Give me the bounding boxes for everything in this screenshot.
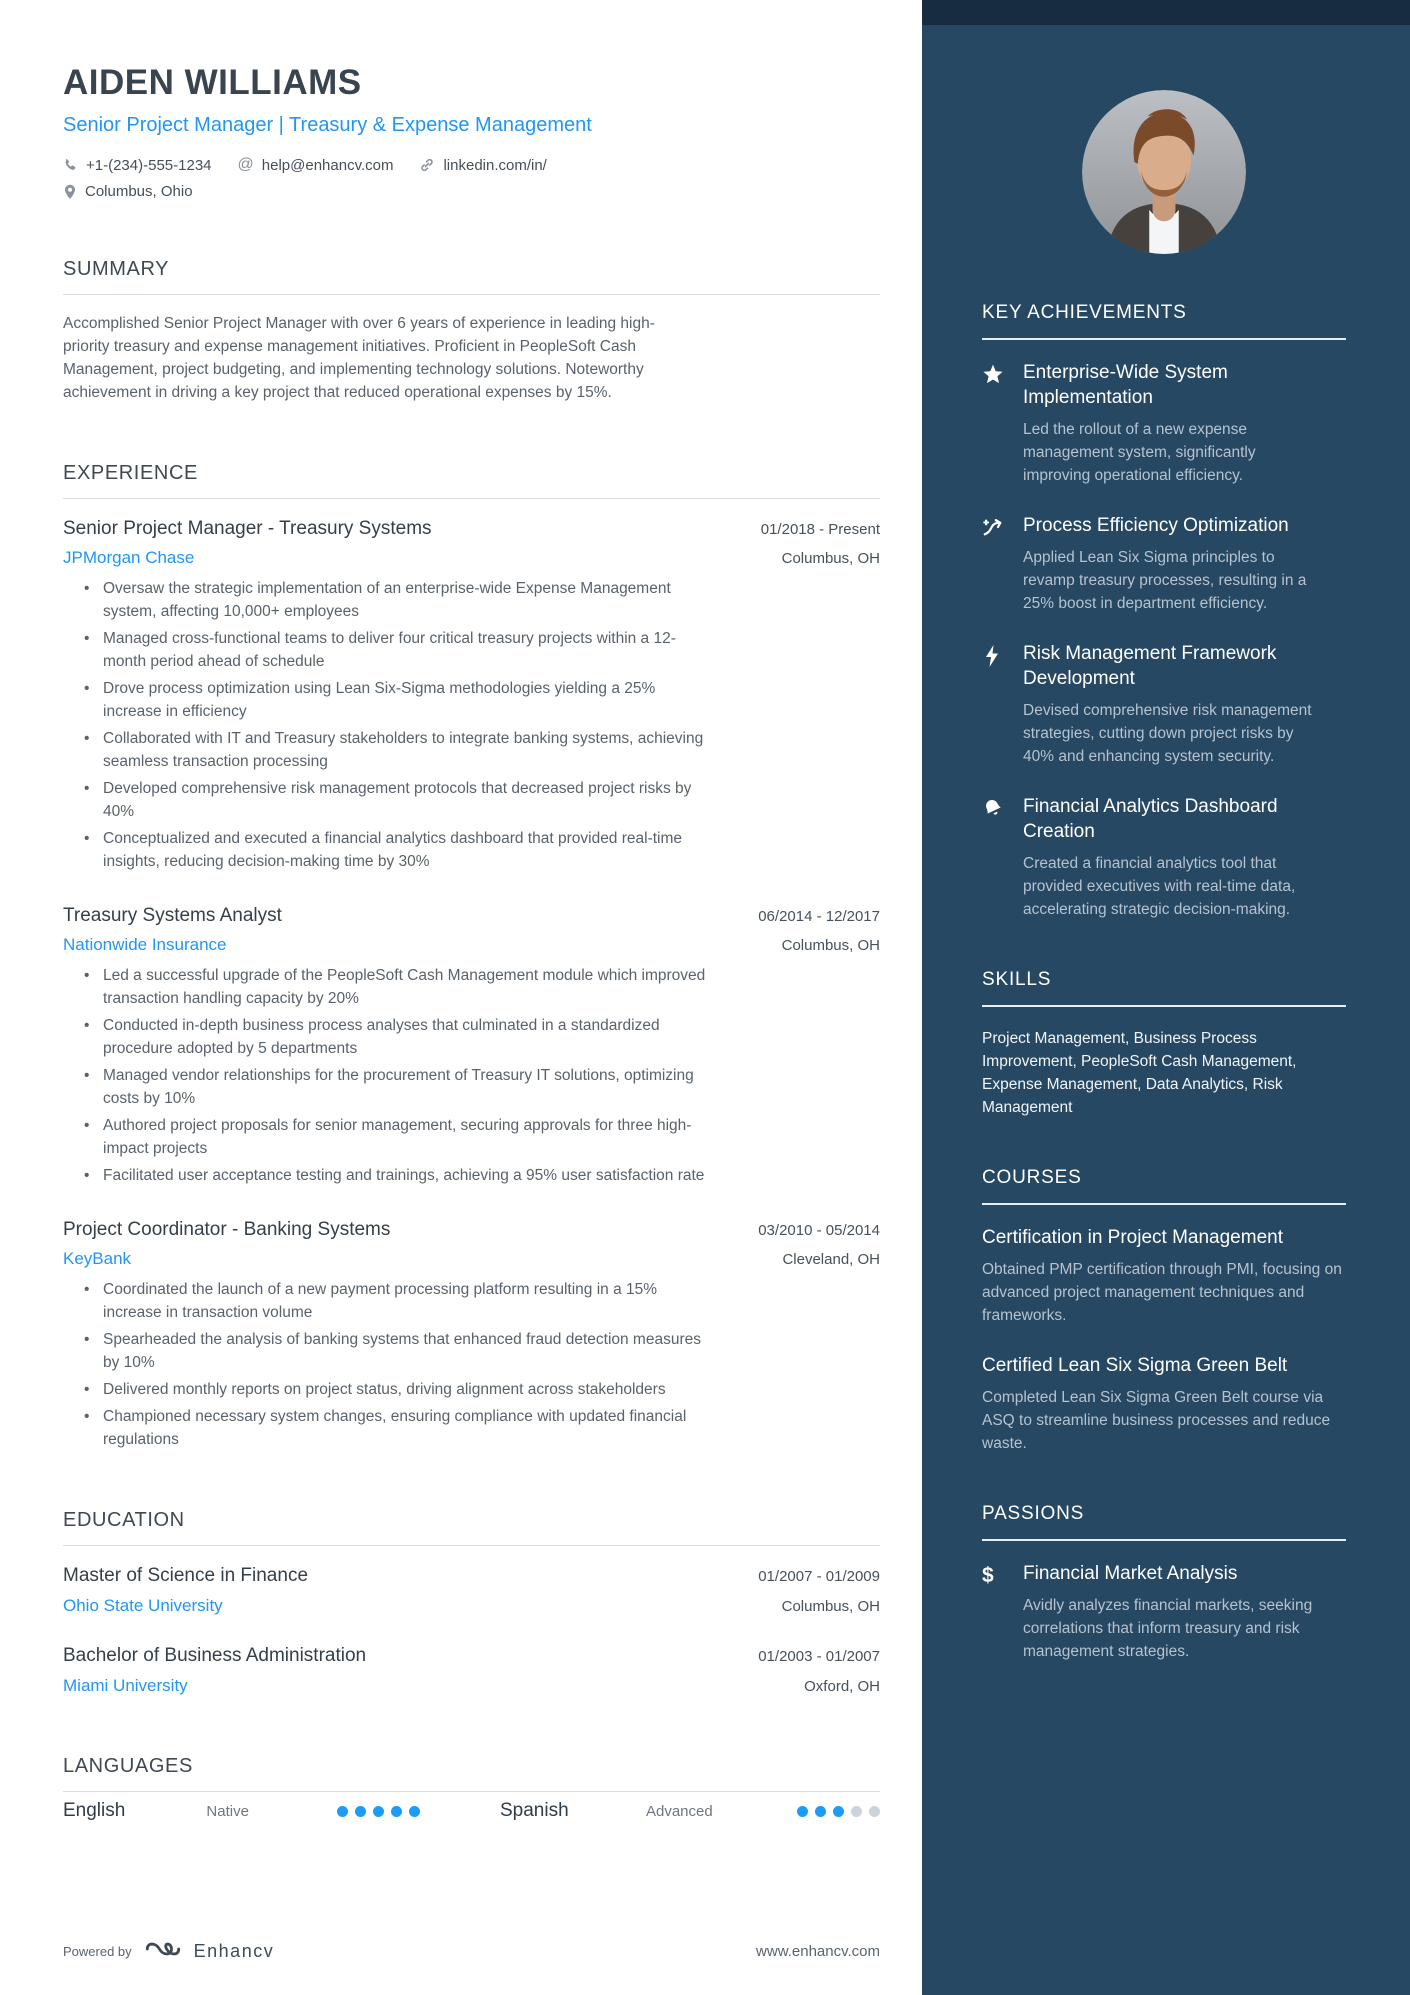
achievement-item <box>982 794 1346 921</box>
job-bullet: • Spearheaded the analysis of banking systems that enhanced fraud detection measures by 10% <box>63 1328 711 1374</box>
job-bullet: • Drove process optimization using Lean Six-Sigma methodologies yielding a 25% increase in efficiency <box>63 677 711 723</box>
job-bullet: • Led a successful upgrade of the PeopleSoft Cash Management module which improved transaction handling capacity by 20% <box>63 964 711 1010</box>
job-location: Cleveland, OH <box>782 1251 880 1268</box>
course-description: Completed Lean Six Sigma Green Belt course via ASQ to streamline business processes and reduce waste. <box>982 1389 1331 1452</box>
job-bullets <box>63 1278 711 1451</box>
job-company: Nationwide Insurance <box>63 935 227 954</box>
job-company: JPMorgan Chase <box>63 548 195 567</box>
page-footer <box>63 1918 880 1965</box>
powered-by <box>63 1938 274 1965</box>
job-title: Project Coordinator - Banking Systems <box>63 1219 391 1240</box>
summary-text: Accomplished Senior Project Manager with over 6 years of experience in leading high-priority treasury and expense management initiatives. Proficient in PeopleSoft Cash Management, project budgeting, and implementing technology solutions. Noteworthy achievement in driving a key project that reduced operational expenses by 15%. <box>63 315 655 401</box>
proficiency-dot <box>797 1806 808 1817</box>
job-company: KeyBank <box>63 1249 132 1268</box>
achievement-item <box>982 513 1346 615</box>
achievement-description: Devised comprehensive risk management strategies, cutting down project risks by 40% and enhancing system security. <box>1023 702 1312 765</box>
achievement-description: Led the rollout of a new expense management system, significantly improving operational efficiency. <box>1023 421 1256 484</box>
star-icon <box>982 360 1023 487</box>
education-heading: EDUCATION <box>63 1509 880 1546</box>
proficiency-dot <box>833 1806 844 1817</box>
resume-header <box>63 62 880 200</box>
achievement-description: Created a financial analytics tool that provided executives with real-time data, accelerating strategic decision-making. <box>1023 855 1296 918</box>
language-level: Native <box>206 1802 249 1820</box>
sidebar-top-strip <box>922 0 1410 25</box>
education-location: Columbus, OH <box>781 1598 880 1615</box>
school-name: Ohio State University <box>63 1596 223 1615</box>
language-name: Spanish <box>500 1800 569 1821</box>
job-bullet: • Developed comprehensive risk management protocols that decreased project risks by 40% <box>63 777 711 823</box>
job-entry <box>63 1217 880 1451</box>
achievement-description: Applied Lean Six Sigma principles to revamp treasury processes, resulting in a 25% boost in department efficiency. <box>1023 549 1307 612</box>
job-dates: 01/2018 - Present <box>760 521 880 538</box>
course-title: Certification in Project Management <box>982 1227 1283 1248</box>
language-proficiency-dots <box>790 1806 880 1817</box>
education-entry <box>63 1563 880 1617</box>
language-item <box>500 1800 880 1822</box>
phone-icon <box>63 158 78 173</box>
summary-section <box>63 258 880 404</box>
avatar <box>1082 90 1246 254</box>
at-icon: @ <box>237 156 254 173</box>
job-bullet: • Authored project proposals for senior management, securing approvals for three high-impact projects <box>63 1114 711 1160</box>
email-address: help@enhancv.com <box>261 156 394 174</box>
language-item <box>63 1800 420 1822</box>
course-title: Certified Lean Six Sigma Green Belt <box>982 1355 1288 1376</box>
proficiency-dot <box>355 1806 366 1817</box>
achievement-item <box>982 360 1346 487</box>
job-bullets <box>63 964 711 1187</box>
site-url[interactable]: www.enhancv.com <box>756 1943 880 1960</box>
degree-title: Bachelor of Business Administration <box>63 1645 367 1666</box>
sidebar <box>922 0 1410 1995</box>
lightning-icon <box>982 641 1023 768</box>
powered-by-label: Powered by <box>63 1944 132 1959</box>
linkedin-url: linkedin.com/in/ <box>443 156 547 174</box>
experience-heading: EXPERIENCE <box>63 462 880 499</box>
phone-item[interactable] <box>63 157 212 174</box>
experience-section <box>63 462 880 1451</box>
key-achievements-section <box>982 302 1346 921</box>
achievement-title: Risk Management Framework Development <box>1023 643 1277 689</box>
dollar-icon: $ <box>982 1564 994 1587</box>
job-bullet: • Championed necessary system changes, ensuring compliance with updated financial regulations <box>63 1405 711 1451</box>
achievement-title: Financial Analytics Dashboard Creation <box>1023 796 1278 842</box>
achievement-title: Enterprise-Wide System Implementation <box>1023 362 1228 408</box>
job-dates: 06/2014 - 12/2017 <box>758 908 880 925</box>
email-item[interactable] <box>238 156 394 174</box>
proficiency-dot <box>391 1806 402 1817</box>
job-entry <box>63 516 880 873</box>
contact-info <box>63 156 880 200</box>
education-entry <box>63 1643 880 1697</box>
proficiency-dot <box>373 1806 384 1817</box>
course-item <box>982 1353 1346 1455</box>
location-item <box>63 183 193 200</box>
job-entry <box>63 903 880 1187</box>
language-level: Advanced <box>645 1802 713 1820</box>
proficiency-dot <box>851 1806 862 1817</box>
courses-section <box>982 1167 1346 1455</box>
languages-heading: LANGUAGES <box>63 1755 880 1792</box>
job-location: Columbus, OH <box>781 937 880 954</box>
achievement-item <box>982 641 1346 768</box>
enhancv-logo-icon <box>144 1938 182 1965</box>
degree-title: Master of Science in Finance <box>63 1565 309 1586</box>
education-dates: 01/2007 - 01/2009 <box>758 1568 880 1585</box>
course-description: Obtained PMP certification through PMI, focusing on advanced project management techniques and frameworks. <box>982 1261 1342 1324</box>
job-title: Senior Project Manager - Treasury Systems <box>63 518 432 539</box>
job-bullet: • Delivered monthly reports on project status, driving alignment across stakeholders <box>63 1378 711 1401</box>
course-item <box>982 1225 1346 1327</box>
courses-heading: COURSES <box>982 1167 1346 1205</box>
job-bullet: • Managed vendor relationships for the procurement of Treasury IT solutions, optimizing costs by 10% <box>63 1064 711 1110</box>
job-dates: 03/2010 - 05/2014 <box>758 1222 880 1239</box>
linkedin-item[interactable] <box>419 157 546 174</box>
language-name: English <box>63 1800 126 1821</box>
contact-row-1 <box>63 156 880 174</box>
languages-section <box>63 1755 880 1822</box>
key-achievements-heading: KEY ACHIEVEMENTS <box>982 302 1346 340</box>
job-bullet: • Conceptualized and executed a financial analytics dashboard that provided real-time insights, reducing decision-making time by 30% <box>63 827 711 873</box>
location-text: Columbus, Ohio <box>85 183 193 200</box>
education-dates: 01/2003 - 01/2007 <box>758 1648 880 1665</box>
job-bullets <box>63 577 711 873</box>
passion-description: Avidly analyzes financial markets, seeking correlations that inform treasury and risk management strategies. <box>1023 1597 1313 1660</box>
languages-row <box>63 1792 880 1822</box>
proficiency-dot <box>409 1806 420 1817</box>
job-bullet: • Collaborated with IT and Treasury stakeholders to integrate banking systems, achieving seamless transaction processing <box>63 727 711 773</box>
job-location: Columbus, OH <box>781 550 880 567</box>
bell-icon <box>982 794 1023 921</box>
passions-section <box>982 1503 1346 1663</box>
proficiency-dot <box>337 1806 348 1817</box>
link-icon <box>419 157 435 173</box>
job-bullet: • Facilitated user acceptance testing and trainings, achieving a 95% user satisfaction rate <box>63 1164 711 1187</box>
achievement-title: Process Efficiency Optimization <box>1023 515 1289 536</box>
proficiency-dot <box>815 1806 826 1817</box>
language-proficiency-dots <box>330 1806 420 1817</box>
passions-heading: PASSIONS <box>982 1503 1346 1541</box>
proficiency-dot <box>869 1806 880 1817</box>
process-arrow-icon <box>982 513 1023 615</box>
brand-name: Enhancv <box>193 1941 275 1961</box>
job-bullet: • Oversaw the strategic implementation of an enterprise-wide Expense Management system, affecting 10,000+ employees <box>63 577 711 623</box>
passion-item <box>982 1561 1346 1663</box>
skills-heading: SKILLS <box>982 969 1346 1007</box>
job-bullet: • Coordinated the launch of a new payment processing platform resulting in a 15% increase in transaction volume <box>63 1278 711 1324</box>
location-pin-icon <box>63 184 77 200</box>
education-section <box>63 1509 880 1697</box>
person-name: AIDEN WILLIAMS <box>63 63 362 102</box>
passion-title: Financial Market Analysis <box>1023 1563 1238 1584</box>
contact-row-2 <box>63 183 880 200</box>
education-location: Oxford, OH <box>804 1678 880 1695</box>
job-title: Treasury Systems Analyst <box>63 905 282 926</box>
summary-heading: SUMMARY <box>63 258 880 295</box>
job-bullet: • Conducted in-depth business process analyses that culminated in a standardized procedure adopted by 5 departments <box>63 1014 711 1060</box>
skills-list: Project Management, Business Process Improvement, PeopleSoft Cash Management, Expense Management, Data Analytics, Risk Management <box>982 1030 1297 1116</box>
school-name: Miami University <box>63 1676 188 1695</box>
job-bullet: • Managed cross-functional teams to deliver four critical treasury projects within a 12-month period ahead of schedule <box>63 627 711 673</box>
person-headline: Senior Project Manager | Treasury & Expense Management <box>63 114 592 136</box>
phone-number: +1-(234)-555-1234 <box>86 156 212 174</box>
skills-section <box>982 969 1346 1119</box>
